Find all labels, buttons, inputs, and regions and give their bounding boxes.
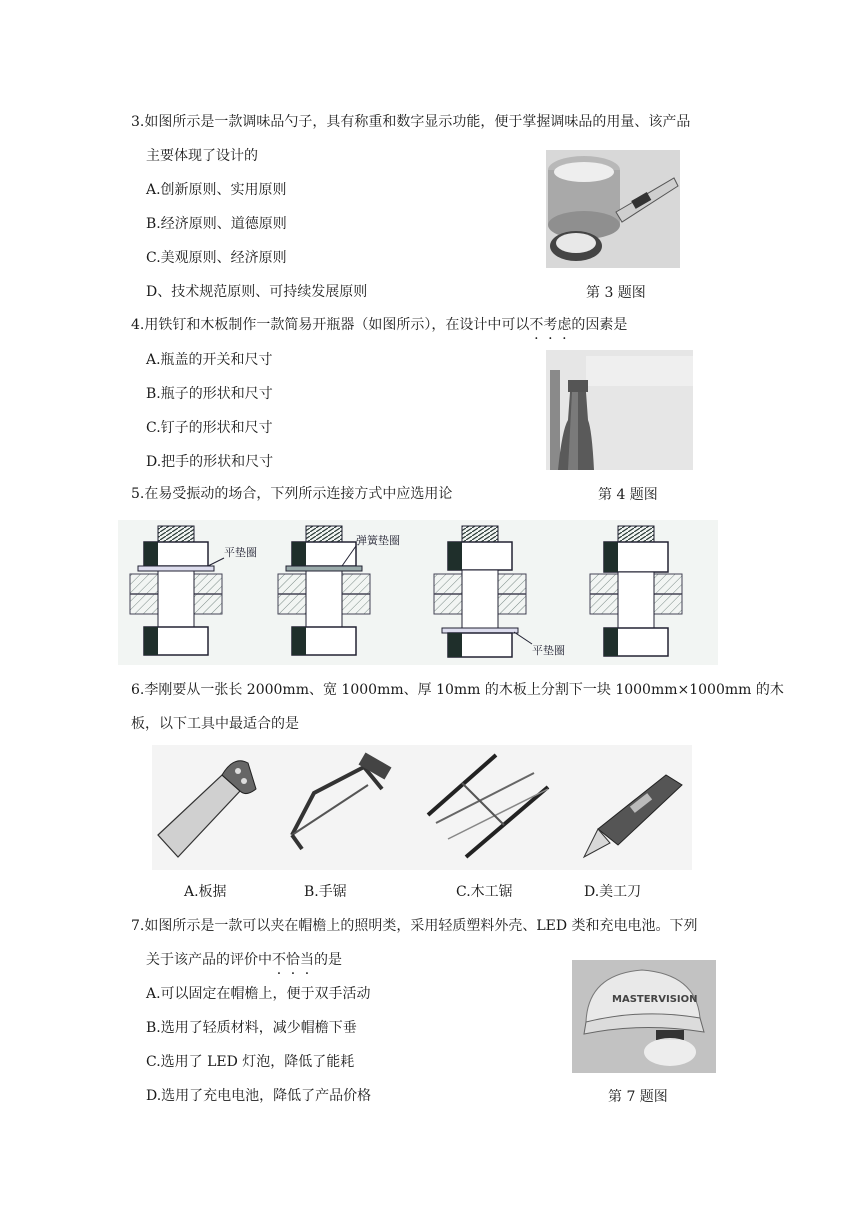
q5-label-spring-washer: 弹簧垫圈 [356, 534, 400, 547]
q6-option-a[interactable]: A.板据 [184, 884, 227, 900]
q7-option-d[interactable]: D.选用了充电电池，降低了产品价格 [146, 1088, 372, 1104]
q4-option-b[interactable]: B.瓶子的形状和尺寸 [146, 386, 273, 402]
q3-stem-line1: 3.如图所示是一款调味品勺子，具有称重和数字显示功能，便于掌握调味品的用量、该产品 [131, 114, 691, 130]
bottle-opener-image [546, 350, 693, 470]
bolt-diagram-4[interactable] [590, 526, 682, 656]
q6-stem-line2: 板，以下工具中最适合的是 [131, 716, 299, 732]
q4-option-d[interactable]: D.把手的形状和尺寸 [146, 454, 274, 470]
q3-option-a[interactable]: A.创新原则、实用原则 [146, 182, 287, 198]
q5-label-flat-washer-2: 平垫圈 [532, 644, 565, 657]
q7-emph-char-2: 恰 [286, 952, 300, 968]
q7-cap-light-photo [572, 960, 716, 1073]
bolt-connection-diagrams [118, 520, 718, 665]
q4-stem-prefix: 4.用铁钉和木板制作一款简易开瓶器（如图所示），在设计中可以 [131, 317, 530, 333]
q3-option-d[interactable]: D、技术规范原则、可持续发展原则 [146, 284, 368, 300]
q7-option-b[interactable]: B.选用了轻质材料，减少帽檐下垂 [146, 1020, 357, 1036]
q7-stem-line1: 7.如图所示是一款可以夹在帽檐上的照明类，采用轻质塑料外壳、LED 类和充电电池。下列 [131, 918, 698, 934]
q6-option-c[interactable]: C.木工锯 [456, 884, 513, 900]
q3-stem-line2: 主要体现了设计的 [146, 148, 258, 164]
bolt-diagram-2[interactable] [278, 526, 400, 655]
cap-light-image [572, 960, 716, 1073]
q7-option-c[interactable]: C.选用了 LED 灯泡，降低了能耗 [146, 1054, 355, 1070]
q3-option-b[interactable]: B.经济原则、道德原则 [146, 216, 287, 232]
bolt-diagram-3[interactable] [434, 526, 565, 657]
q4-figure-caption: 第 4 题图 [598, 487, 658, 503]
q6-stem-line1: 6.李刚要从一张长 2000mm、宽 1000mm、厚 10mm 的木板上分割下一块 1000mm×1000mm 的木 [131, 682, 784, 698]
q7-emph-char-1: 不 [272, 952, 286, 968]
q4-stem [131, 315, 627, 335]
q6-option-b[interactable]: B.手锯 [304, 884, 347, 900]
q3-spoon-photo [546, 150, 680, 268]
q4-option-c[interactable]: C.钉子的形状和尺寸 [146, 420, 273, 436]
q7-option-a[interactable]: A.可以固定在帽檐上，便于双手活动 [146, 986, 371, 1002]
q7-emph-char-3: 当 [300, 952, 314, 968]
q4-option-a[interactable]: A.瓶盖的开关和尺寸 [146, 352, 273, 368]
q3-option-c[interactable]: C.美观原则、经济原则 [146, 250, 287, 266]
q7-figure-caption: 第 7 题图 [608, 1089, 668, 1105]
cap-brand-text: MASTERVISION [612, 994, 698, 1005]
q5-bolt-connections-figure [118, 520, 718, 665]
q5-stem: 5.在易受振动的场合，下列所示连接方式中应选用论 [131, 486, 453, 502]
q4-stem-suffix: 的因素是 [571, 317, 628, 333]
q7-stem-prefix: 关于该产品的评价中 [146, 952, 272, 968]
q4-emph-char-2: 考 [543, 317, 558, 333]
q7-stem-suffix: 的是 [314, 952, 342, 968]
seasoning-spoon-image [546, 150, 680, 268]
q4-emph-char-3: 虑 [557, 317, 572, 333]
q4-bottle-opener-photo [546, 350, 693, 470]
bolt-diagram-1[interactable] [130, 526, 257, 655]
q4-emph-char-1: 不 [529, 317, 544, 333]
q5-label-flat-washer-1: 平垫圈 [224, 546, 257, 559]
q7-stem-line2 [146, 950, 342, 970]
q3-figure-caption: 第 3 题图 [586, 285, 646, 301]
q6-option-d[interactable]: D.美工刀 [584, 884, 642, 900]
q6-tools-images [152, 745, 692, 870]
q6-tools-figure [152, 745, 692, 870]
